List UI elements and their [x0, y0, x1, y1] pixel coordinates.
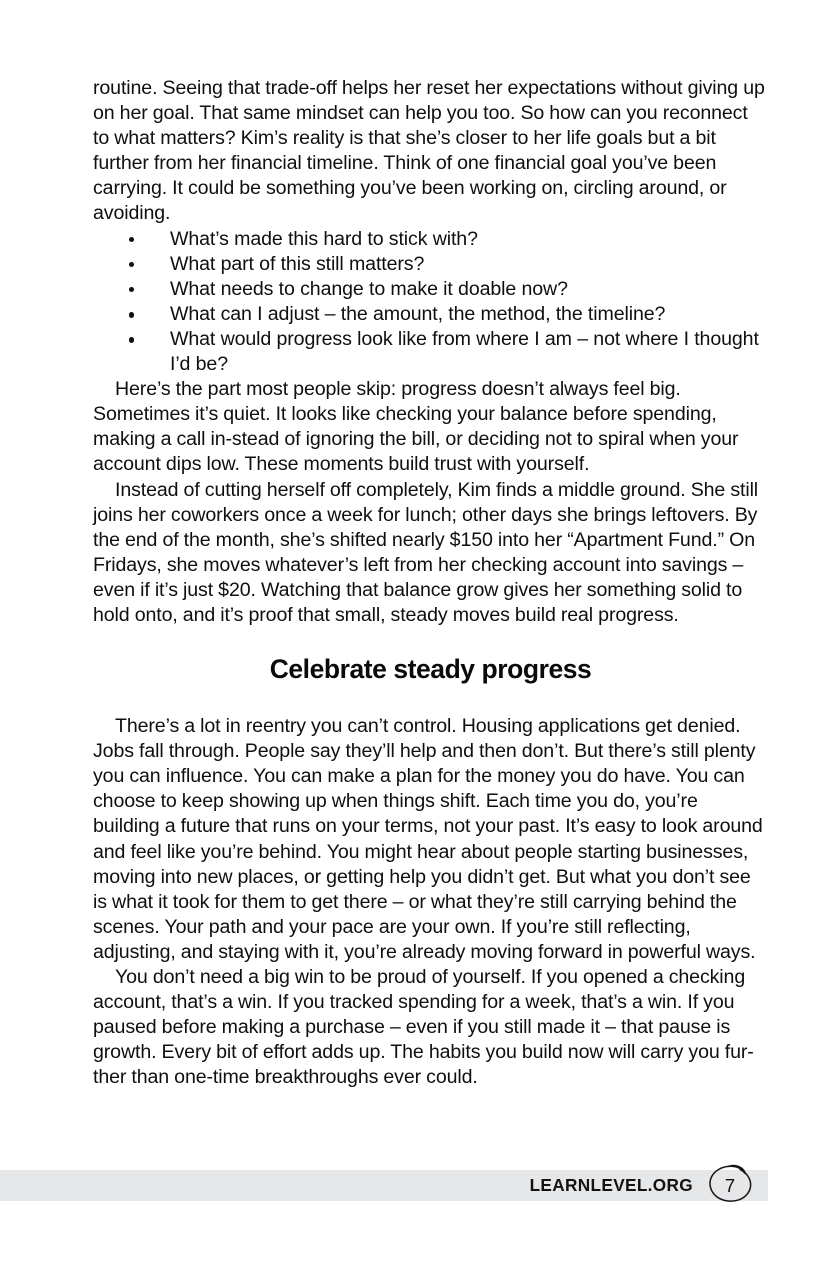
paragraph-continuation: routine. Seeing that trade-off helps her reset her expectations without giving up on her goal. That same mindset can help you too. So how can you reconnect to what matters? Kim’s reality is that she’s closer to her life goals but a bit further from her financial timeline. Think of one financial goal you’ve been carrying. It could be something you’ve been working on, circling around, or avoiding.: [93, 77, 765, 225]
paragraph-progress-is-quiet: Here’s the part most people skip: progress doesn’t always feel big. Sometimes it’s quiet. It looks like checking your balance before spending, making a call in-stead of ignoring the bill, or deciding not to spiral when your account dips low. These moments build trust with yourself.: [93, 378, 739, 476]
list-item: [93, 277, 768, 302]
footer-site-label: LEARNLEVEL.ORG: [529, 1175, 693, 1195]
paragraph-what-you-can-influence: There’s a lot in reentry you can’t control. Housing applications get denied. Jobs fall through. People say they’ll help and then don’t. But there’s still plenty you can influence. You can make a plan for the money you do have. You can choose to keep showing up when things shift. Each time you do, you’re building a future that runs on your terms, not your past. It’s easy to look around and feel like you’re behind. You might hear about people starting businesses, moving into new places, or getting help you didn’t get. But what you don’t see is what it took for them to get there – or what they’re still carrying behind the scenes. Your path and your pace are your own. If you’re still reflecting, adjusting, and staying with it, you’re already moving forward in powerful ways.: [93, 715, 763, 963]
bullet-icon: [129, 262, 134, 267]
bullet-icon: [129, 337, 134, 342]
reflection-question-list: [93, 227, 768, 378]
list-item: [93, 227, 768, 252]
list-item-label: What’s made this hard to stick with?: [170, 227, 478, 250]
list-item-label: What part of this still matters?: [170, 252, 425, 275]
page-content: [93, 76, 768, 1090]
bullet-icon: [129, 237, 134, 242]
bullet-icon: [129, 287, 134, 292]
list-item: [93, 327, 768, 377]
footer-band: [0, 1170, 768, 1201]
list-item: [93, 302, 768, 327]
section-heading: Celebrate steady progress: [269, 654, 592, 685]
page-number-label: 7: [724, 1174, 736, 1196]
list-item: [93, 252, 768, 277]
list-item-label: What needs to change to make it doable now?: [170, 277, 568, 300]
paragraph-small-wins: You don’t need a big win to be proud of yourself. If you opened a checking account, that’s a win. If you tracked spending for a week, that’s a win. If you paused before making a purchase – even if you still made it – that pause is growth. Every bit of effort adds up. The habits you build now will carry you fur-ther than one-time breakthroughs ever could.: [93, 966, 754, 1089]
bullet-icon: [129, 312, 134, 317]
page-number-badge: [703, 1160, 757, 1210]
paragraph-middle-ground: Instead of cutting herself off completely, Kim finds a middle ground. She still joins her coworkers once a week for lunch; other days she brings leftovers. By the end of the month, she’s shifted nearly $150 into her “Apartment Fund.” On Fridays, she moves whatever’s left from her checking account into savings – even if it’s just $20. Watching that balance grow gives her something solid to hold onto, and it’s proof that small, steady moves build real progress.: [93, 478, 759, 626]
list-item-label: What can I adjust – the amount, the method, the timeline?: [170, 302, 666, 325]
list-item-label: What would progress look like from where I am – not where I thought I’d be?: [170, 327, 759, 376]
